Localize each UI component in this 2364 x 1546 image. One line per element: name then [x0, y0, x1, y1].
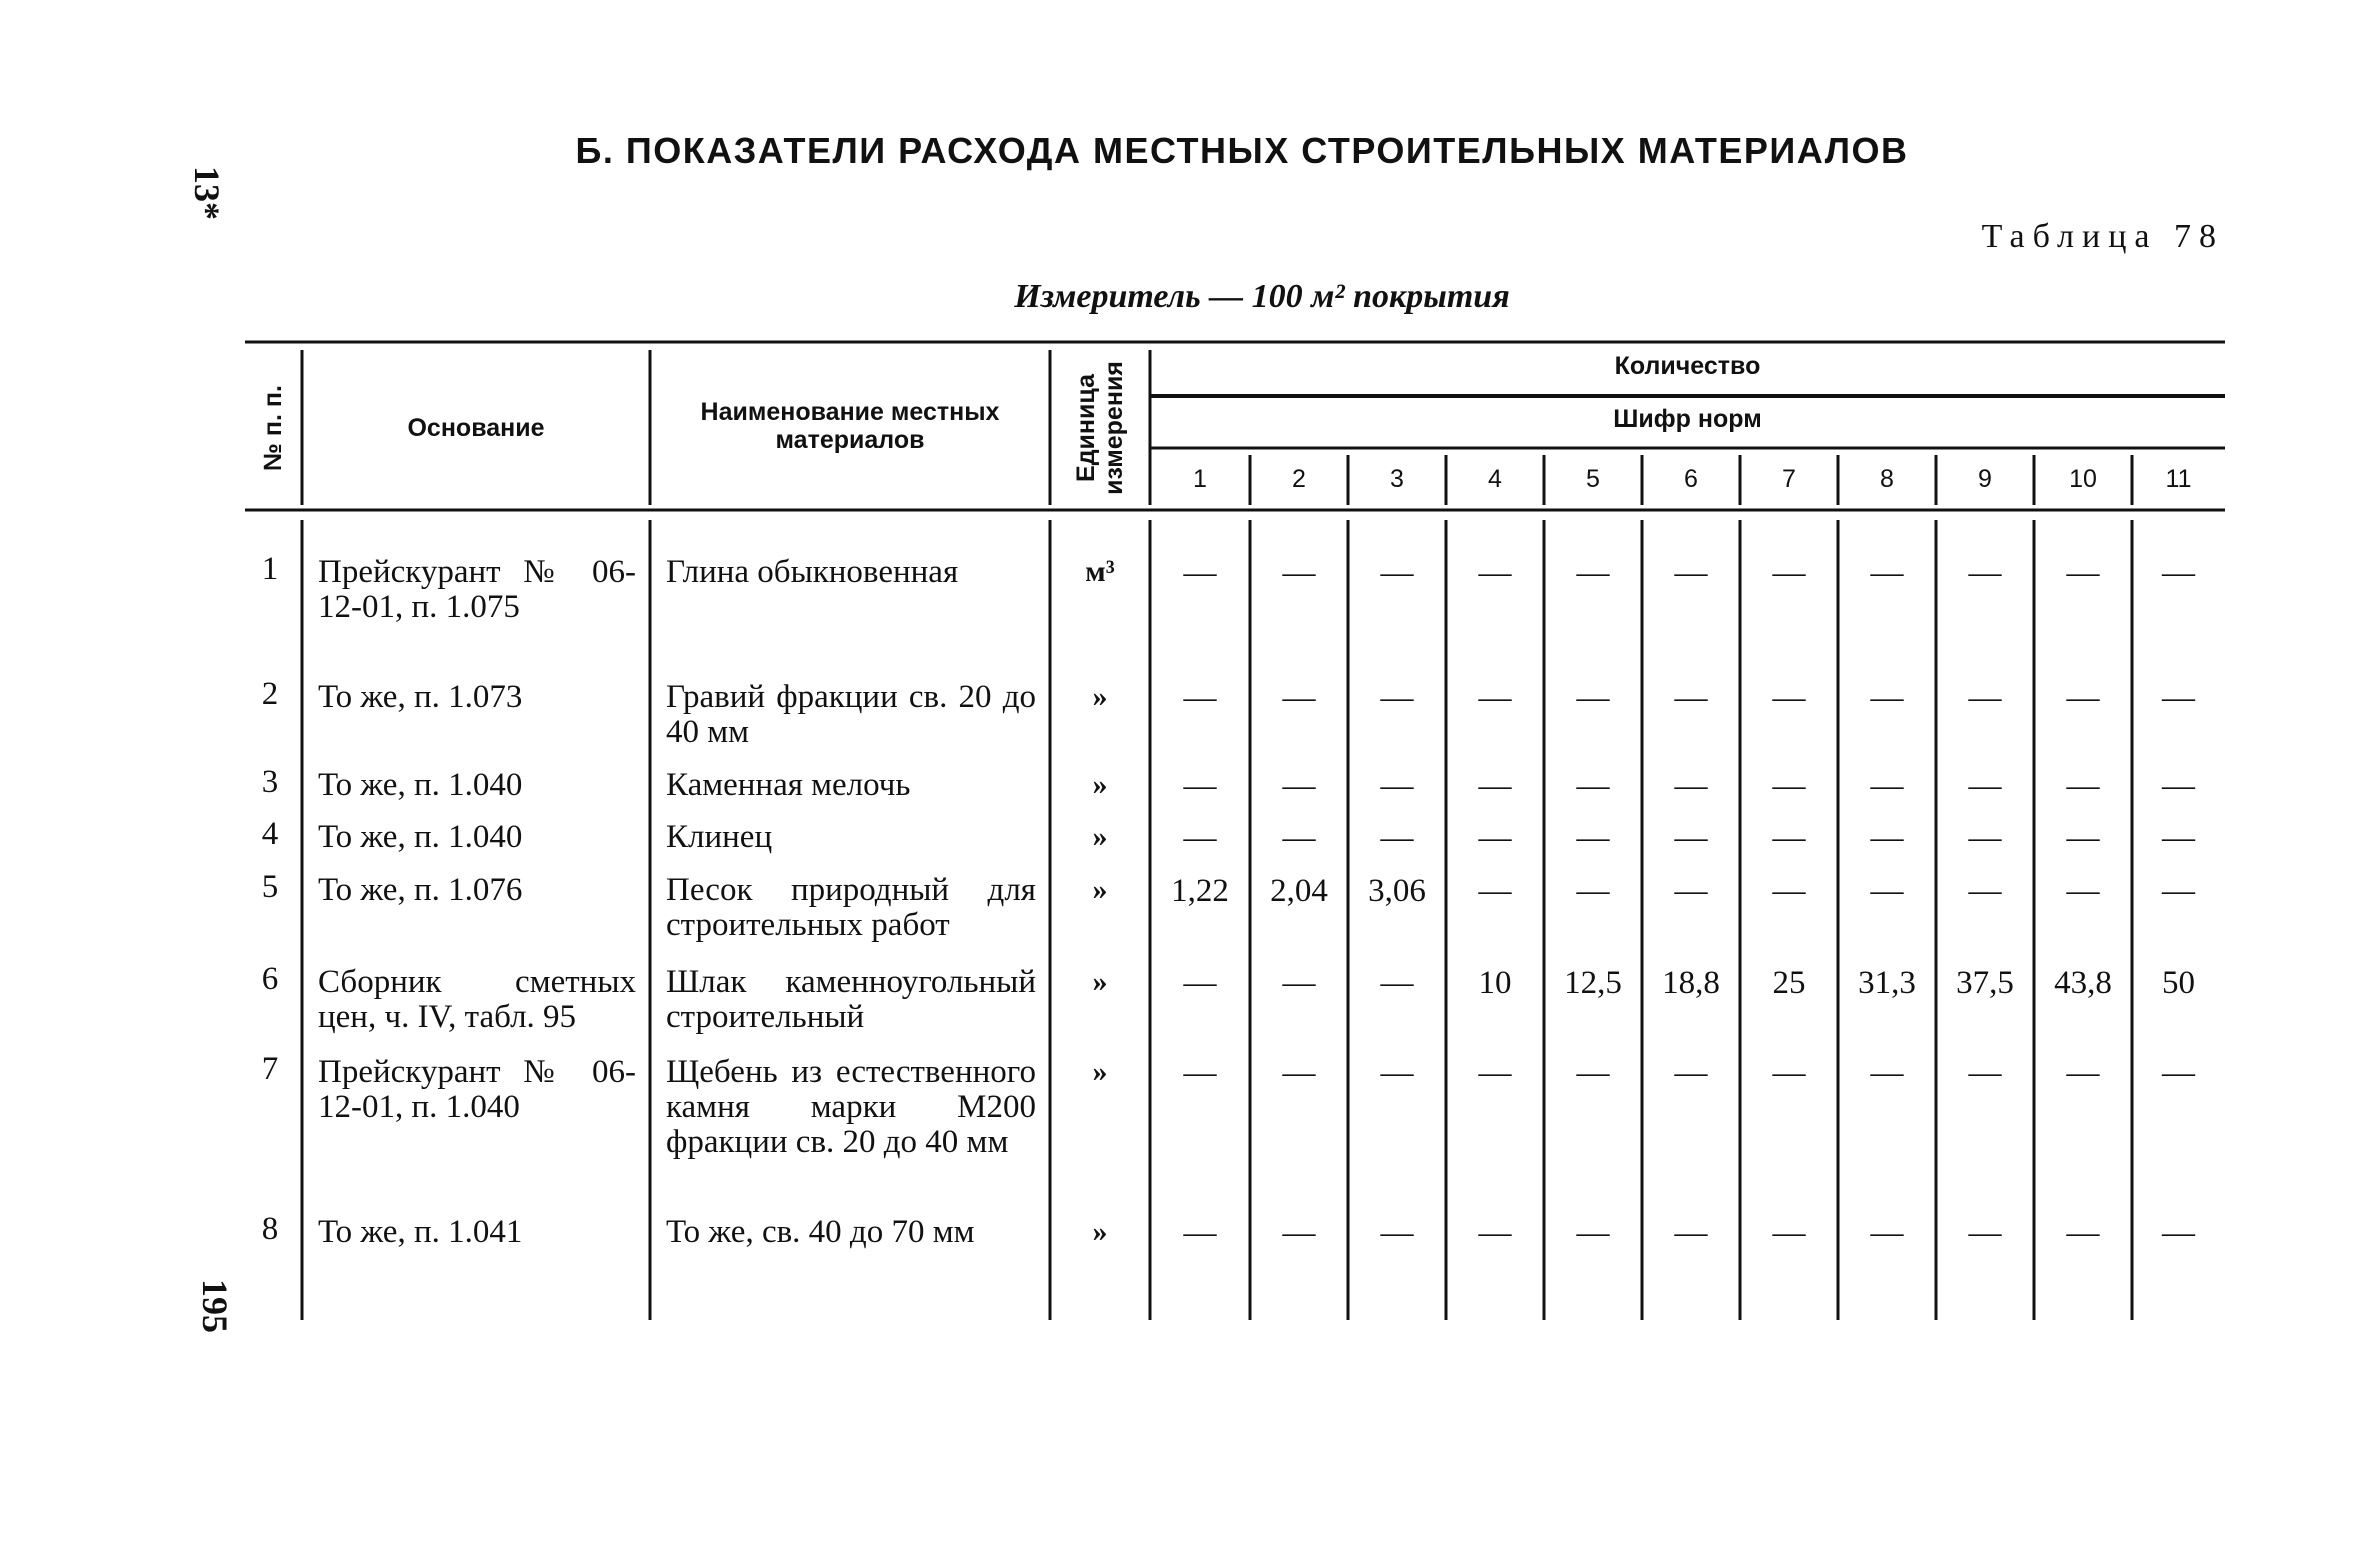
row-number: 1 [261, 551, 279, 587]
row-material: Песок природный для строительных работ [666, 872, 1036, 943]
row-value: — [1674, 680, 1708, 716]
row-value: — [1772, 768, 1806, 804]
code-number-1: 1 [1193, 465, 1207, 493]
row-value: — [1772, 1055, 1806, 1091]
section-heading: Б. ПОКАЗАТЕЛИ РАСХОДА МЕСТНЫХ СТРОИТЕЛЬНЫХ МАТЕРИАЛОВ [575, 130, 1909, 171]
row-basis: То же, п. 1.073 [318, 679, 523, 715]
row-value: — [1772, 555, 1806, 591]
header-num: № п. п. [259, 385, 287, 471]
row-value: — [1183, 680, 1217, 716]
row-value: 12,5 [1564, 965, 1622, 1001]
row-value: 50 [2162, 965, 2195, 1001]
row-value: — [1576, 680, 1610, 716]
row-value: — [1380, 820, 1414, 856]
row-value: — [2066, 680, 2100, 716]
row-material: Шлак каменноугольный строительный [666, 964, 1036, 1035]
row-value: — [1478, 1215, 1512, 1251]
row-value: — [1870, 820, 1904, 856]
unit-caption: Измеритель — 100 м² покрытия [1014, 278, 1510, 315]
row-value: — [2066, 873, 2100, 909]
code-number-9: 9 [1978, 465, 1992, 493]
row-value: — [1478, 555, 1512, 591]
row-value: 25 [1772, 965, 1806, 1001]
row-value: — [1380, 965, 1414, 1001]
row-value: — [1772, 820, 1806, 856]
row-value: — [1772, 873, 1806, 909]
row-value: — [1870, 873, 1904, 909]
row-material: Глина обыкновенная [666, 554, 959, 590]
row-unit: » [1092, 768, 1108, 801]
row-unit: » [1092, 680, 1108, 713]
row-value: — [1282, 965, 1316, 1001]
row-basis: То же, п. 1.076 [318, 872, 523, 908]
code-number-5: 5 [1586, 465, 1600, 493]
row-value: — [2066, 1055, 2100, 1091]
row-value: — [2162, 680, 2195, 716]
row-value: — [1282, 555, 1316, 591]
row-value: — [1183, 965, 1217, 1001]
row-value: — [1968, 680, 2002, 716]
code-number-8: 8 [1880, 465, 1894, 493]
row-value: — [1968, 873, 2002, 909]
row-value: — [1478, 820, 1512, 856]
code-number-6: 6 [1684, 465, 1698, 493]
row-unit: » [1092, 1215, 1108, 1248]
row-value: — [2162, 873, 2195, 909]
row-unit: м³ [1085, 555, 1115, 588]
row-value: — [1380, 680, 1414, 716]
code-number-7: 7 [1782, 465, 1796, 493]
row-value: — [2066, 1215, 2100, 1251]
row-value: — [1870, 680, 1904, 716]
row-value: — [2066, 820, 2100, 856]
row-value: — [2162, 820, 2195, 856]
row-value: — [1576, 768, 1610, 804]
row-value: — [1282, 768, 1316, 804]
signature-mark: 13* [187, 166, 227, 220]
row-value: — [2162, 1215, 2195, 1251]
row-value: — [1674, 873, 1708, 909]
code-number-10: 10 [2069, 465, 2097, 493]
row-value: — [1870, 1215, 1904, 1251]
row-value: — [1674, 768, 1708, 804]
table-label: Таблица 78 [1981, 218, 2224, 255]
row-value: — [1576, 873, 1610, 909]
row-value: — [2162, 555, 2195, 591]
row-value: — [1380, 555, 1414, 591]
row-value: — [1968, 820, 2002, 856]
page-number: 195 [195, 1279, 235, 1333]
row-number: 5 [261, 869, 279, 905]
header-basis: Основание [407, 414, 545, 442]
row-value: 3,06 [1368, 873, 1426, 909]
row-unit: » [1092, 965, 1108, 998]
row-value: 2,04 [1270, 873, 1328, 909]
code-number-4: 4 [1488, 465, 1502, 493]
row-value: — [2162, 1055, 2195, 1091]
row-value: — [2162, 768, 2195, 804]
row-number: 2 [261, 676, 279, 712]
row-value: — [1772, 680, 1806, 716]
row-number: 4 [261, 816, 279, 852]
row-value: — [1968, 1215, 2002, 1251]
row-value: — [1674, 820, 1708, 856]
row-value: — [1183, 555, 1217, 591]
row-value: 18,8 [1662, 965, 1720, 1001]
row-basis: То же, п. 1.041 [318, 1214, 523, 1250]
row-value: — [1478, 680, 1512, 716]
row-material: Гравий фракции св. 20 до 40 мм [666, 679, 1036, 750]
header-material: Наименование местных материалов [700, 398, 1000, 454]
row-value: — [1282, 820, 1316, 856]
row-value: — [1968, 555, 2002, 591]
row-value: — [1282, 680, 1316, 716]
row-value: — [1380, 1055, 1414, 1091]
row-number: 6 [261, 961, 279, 997]
row-value: — [1183, 820, 1217, 856]
row-value: — [1576, 555, 1610, 591]
row-value: 43,8 [2054, 965, 2112, 1001]
row-material: Щебень из естественного камня марки М200 фракции св. 20 до 40 мм [666, 1054, 1036, 1160]
row-value: — [1674, 555, 1708, 591]
header-unit: Единица измерения [1072, 361, 1128, 495]
row-material: Клинец [666, 819, 773, 855]
row-material: То же, св. 40 до 70 мм [666, 1214, 975, 1250]
row-value: — [1870, 768, 1904, 804]
row-value: 31,3 [1858, 965, 1916, 1001]
row-value: 10 [1478, 965, 1512, 1001]
row-value: — [1674, 1215, 1708, 1251]
row-unit: » [1092, 1055, 1108, 1088]
row-value: — [1870, 1055, 1904, 1091]
row-value: — [1576, 1055, 1610, 1091]
row-value: — [1380, 1215, 1414, 1251]
row-number: 3 [261, 764, 279, 800]
row-unit: » [1092, 820, 1108, 853]
row-value: — [1478, 873, 1512, 909]
row-value: — [1282, 1215, 1316, 1251]
row-basis: То же, п. 1.040 [318, 767, 523, 803]
row-number: 7 [261, 1051, 279, 1087]
row-basis: Прейскурант № 06-12-01, п. 1.075 [318, 554, 636, 625]
row-material: Каменная мелочь [666, 767, 911, 803]
row-value: — [1576, 1215, 1610, 1251]
row-value: — [1282, 1055, 1316, 1091]
row-basis: Сборник сметных цен, ч. IV, табл. 95 [318, 964, 636, 1035]
row-value: — [1183, 1055, 1217, 1091]
row-value: 37,5 [1956, 965, 2014, 1001]
row-value: — [1968, 768, 2002, 804]
row-value: — [1674, 1055, 1708, 1091]
row-value: — [2066, 768, 2100, 804]
row-value: — [1380, 768, 1414, 804]
row-value: — [1870, 555, 1904, 591]
header-codes: Шифр норм [1613, 405, 1762, 433]
row-number: 8 [261, 1211, 279, 1247]
row-value: 1,22 [1171, 873, 1229, 909]
header-quantity: Количество [1614, 352, 1761, 380]
row-basis: Прейскурант № 06-12-01, п. 1.040 [318, 1054, 636, 1125]
row-value: — [1772, 1215, 1806, 1251]
code-number-11: 11 [2165, 465, 2192, 493]
code-number-3: 3 [1390, 465, 1404, 493]
row-value: — [1478, 768, 1512, 804]
row-value: — [1183, 1215, 1217, 1251]
row-unit: » [1092, 873, 1108, 906]
row-value: — [1968, 1055, 2002, 1091]
row-basis: То же, п. 1.040 [318, 819, 523, 855]
row-value: — [1576, 820, 1610, 856]
row-value: — [1183, 768, 1217, 804]
code-number-2: 2 [1292, 465, 1306, 493]
row-value: — [2066, 555, 2100, 591]
row-value: — [1478, 1055, 1512, 1091]
